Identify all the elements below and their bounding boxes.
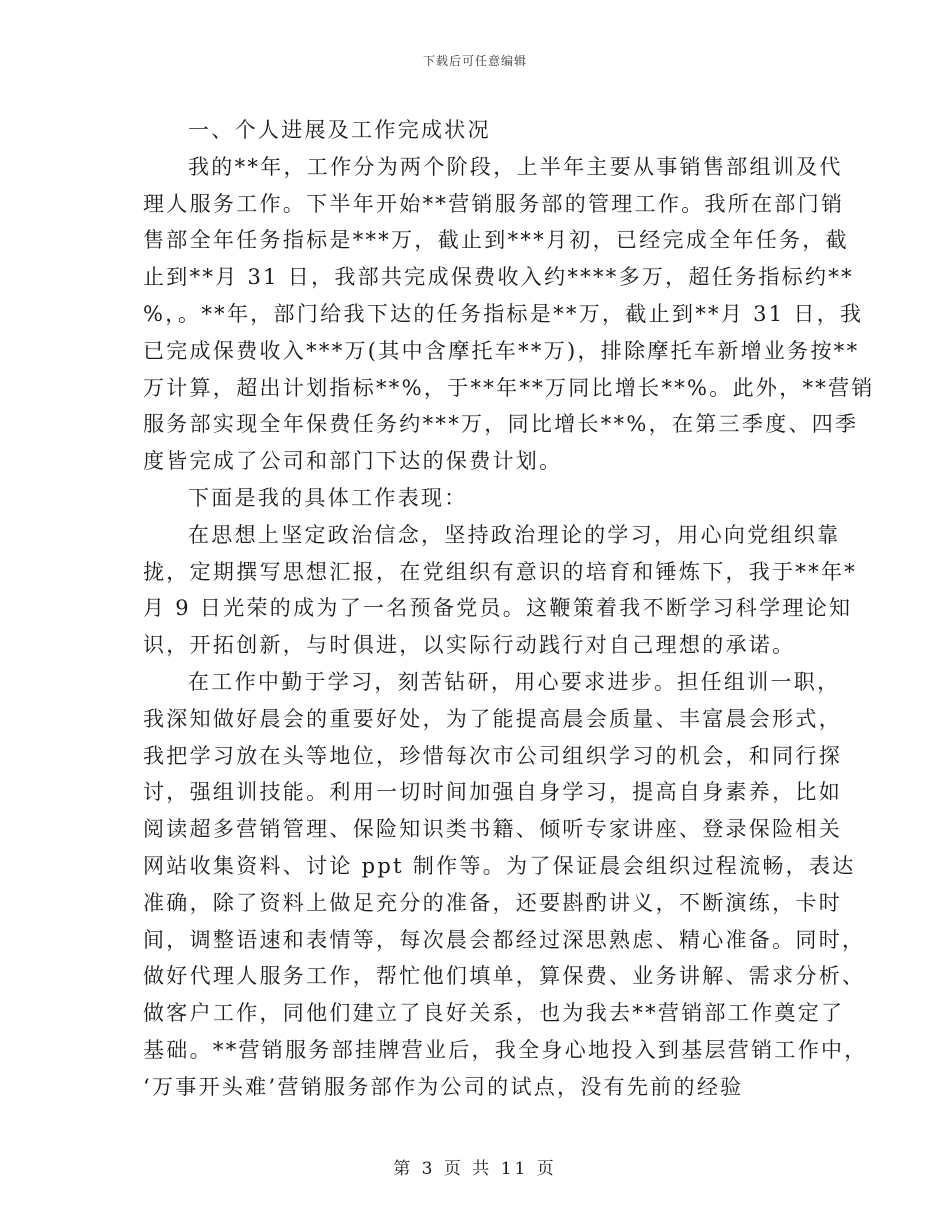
paragraph-line: 在思想上坚定政治信念，坚持政治理论的学习，用心向党组织靠 xyxy=(188,522,841,547)
paragraph-line: 我把学习放在头等地位，珍惜每次市公司组织学习的机会，和同行探 xyxy=(143,743,842,768)
paragraph-line: 拢，定期撰写思想汇报，在党组织有意识的培育和锤炼下，我于**年* xyxy=(143,559,858,584)
paragraph-line: 做客户工作，同他们建立了良好关系，也为我去**营销部工作奠定了 xyxy=(143,1001,845,1026)
paragraph-line: 我深知做好晨会的重要好处，为了能提高晨会质量、丰富晨会形式， xyxy=(143,706,842,731)
paragraph-line: ‘万事开头难’营销服务部作为公司的试点，没有先前的经验 xyxy=(143,1074,744,1099)
paragraph-line: 在工作中勤于学习，刻苦钻研，用心要求进步。担任组训一职， xyxy=(188,669,841,694)
paragraph-line: 止到**月 31 日，我部共完成保费收入约****多万，超任务指标约** xyxy=(143,265,854,290)
paragraph-line: 讨，强组训技能。利用一切时间加强自身学习，提高自身素养，比如 xyxy=(143,780,842,805)
paragraph-line: %，。**年，部门给我下达的任务指标是**万，截止到**月 31 日，我 xyxy=(143,301,864,326)
page-footer: 第 3 页 共 11 页 xyxy=(393,1159,557,1179)
paragraph-line: 度皆完成了公司和部门下达的保费计划。 xyxy=(143,449,563,474)
paragraph-line: 间，调整语速和表情等，每次晨会都经过深思熟虑、精心准备。同时， xyxy=(143,927,866,952)
paragraph-line: 做好代理人服务工作，帮忙他们填单，算保费、业务讲解、需求分析、 xyxy=(143,964,866,989)
paragraph-line: 已完成保费收入***万(其中含摩托车**万)，排除摩托车新增业务按** xyxy=(143,338,860,363)
paragraph-line: 基础。**营销服务部挂牌营业后，我全身心地投入到基层营销工作中， xyxy=(143,1037,868,1062)
document-body xyxy=(143,112,875,1106)
paragraph-line: 准确，除了资料上做足充分的准备，还要斟酌讲义，不断演练，卡时 xyxy=(143,890,842,915)
paragraph-line: 阅读超多营销管理、保险知识类书籍、倾听专家讲座、登录保险相关 xyxy=(143,817,842,842)
page-header: 下载后可任意编辑 xyxy=(422,54,527,68)
paragraph-line: 理人服务工作。下半年开始**营销服务部的管理工作。我所在部门销 xyxy=(143,191,845,216)
paragraph-line: 我的**年，工作分为两个阶段，上半年主要从事销售部组训及代 xyxy=(188,154,843,179)
paragraph-line: 识，开拓创新，与时俱进，以实际行动践行对自己理想的承诺。 xyxy=(143,633,796,658)
paragraph-line: 下面是我的具体工作表现： xyxy=(188,485,468,510)
section-heading: 一、个人进展及工作完成状况 xyxy=(188,118,491,142)
paragraph-line: 网站收集资料、讨论 ppt 制作等。为了保证晨会组织过程流畅，表达 xyxy=(143,853,856,878)
paragraph-line: 服务部实现全年保费任务约***万，同比增长**%，在第三季度、四季 xyxy=(143,412,859,437)
paragraph-line: 月 9 日光荣的成为了一名预备党员。这鞭策着我不断学习科学理论知 xyxy=(143,596,853,621)
paragraph-line: 售部全年任务指标是***万，截止到***月初，已经完成全年任务，截 xyxy=(143,228,849,253)
paragraph-line: 万计算，超出计划指标**%，于**年**万同比增长**%。此外，**营销 xyxy=(143,375,875,400)
